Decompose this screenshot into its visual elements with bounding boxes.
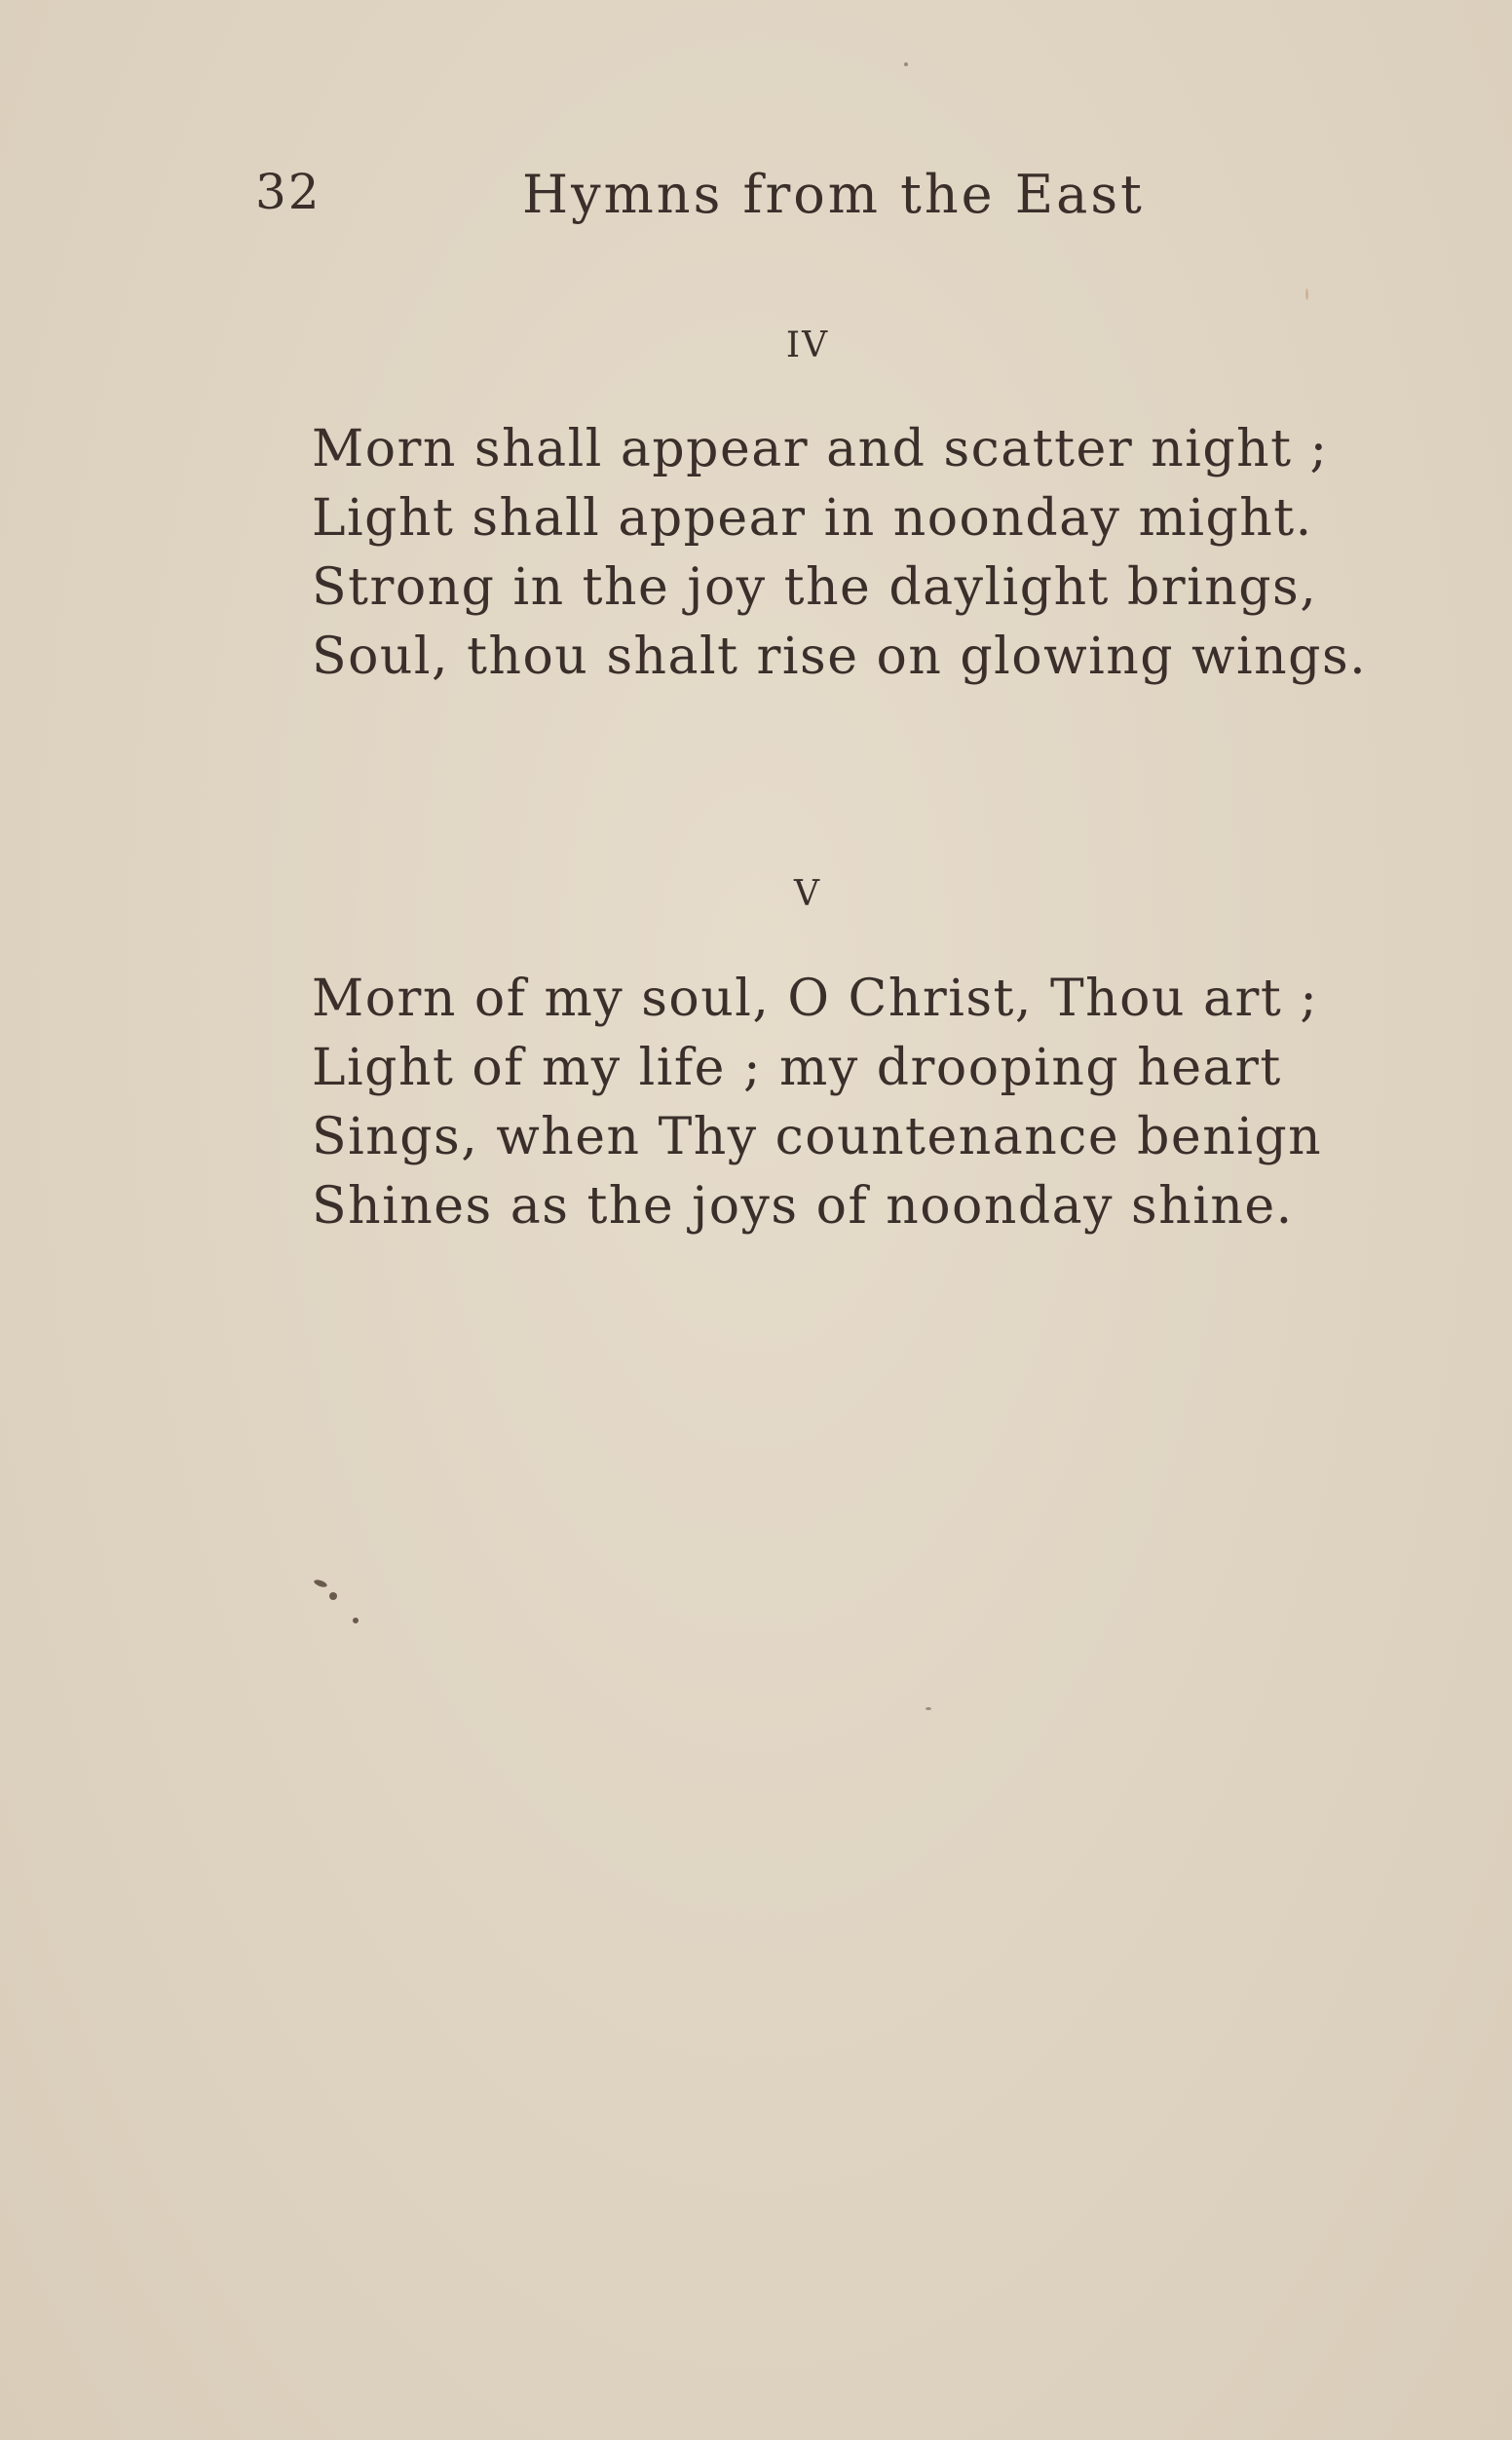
- verse-line: Shines as the joys of noonday shine.: [312, 1177, 1294, 1236]
- verse-line: Light shall appear in noonday might.: [312, 489, 1313, 548]
- verse-line: Morn shall appear and scatter night ;: [312, 420, 1329, 478]
- book-title: Hymns from the East: [522, 164, 1145, 225]
- section-numeral-v: V: [794, 874, 821, 914]
- page-number: 32: [255, 164, 321, 220]
- verse-line: Soul, thou shalt rise on glowing wings.: [312, 628, 1368, 686]
- paper-speck: [313, 1579, 327, 1588]
- verse-line: Morn of my soul, O Christ, Thou art ;: [312, 970, 1319, 1028]
- verse-line: Strong in the joy the daylight brings,: [312, 558, 1318, 617]
- paper-speck: [353, 1618, 359, 1623]
- stanza-v: [312, 965, 1322, 1241]
- paper-speck: [904, 62, 908, 66]
- section-numeral-iv: IV: [785, 325, 830, 365]
- verse-line: Sings, when Thy countenance benign: [312, 1108, 1323, 1166]
- running-head: [0, 164, 1512, 232]
- stanza-iv: [312, 415, 1367, 692]
- verse-line: Light of my life ; my drooping heart: [312, 1039, 1282, 1097]
- paper-speck: [1305, 288, 1308, 300]
- paper-speck: [329, 1592, 337, 1600]
- paper-speck: [926, 1707, 931, 1710]
